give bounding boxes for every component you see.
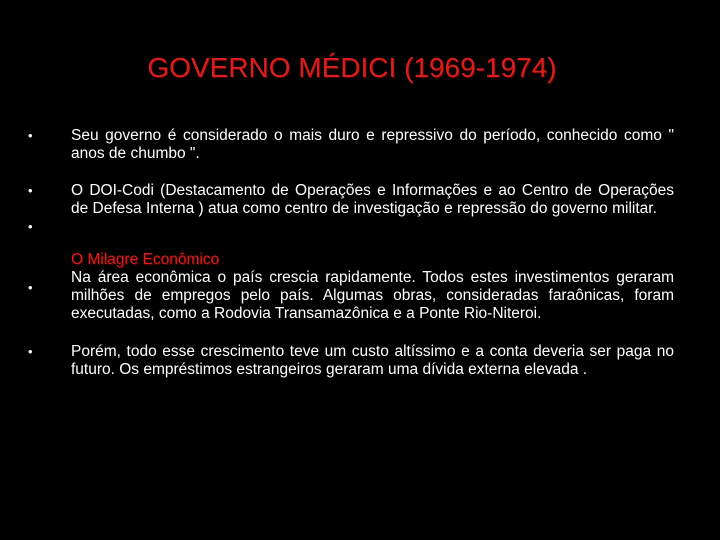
bullet-text: Seu governo é considerado o mais duro e repressivo do período, conhecido como " anos de chumbo ". [71, 127, 674, 162]
bullet-dot-icon: • [28, 344, 33, 359]
bullet-dot-icon: • [28, 128, 33, 143]
bullet-text: O DOI-Codi (Destacamento de Operações e Informações e ao Centro de Operações de Defesa Interna ) atua como centro de investigação e repressão do governo militar. [71, 182, 674, 217]
bullet-item-empty [28, 218, 674, 236]
slide-title: GOVERNO MÉDICI (1969-1974) [147, 52, 557, 83]
bullet-dot-icon: • [28, 280, 33, 295]
bullet-text: Na área econômica o país crescia rapidamente. Todos estes investimentos geraram milhões de empregos pelo país. Algumas obras, consideradas faraônicas, foram executadas, como a Rodovia Transamazônica e a Ponte Rio-Niteroi. [71, 269, 674, 322]
section-subheading: O Milagre Econômico [71, 251, 220, 268]
bullet-item [28, 127, 674, 163]
bullet-text: Porém, todo esse crescimento teve um custo altíssimo e a conta deveria ser paga no futuro. Os empréstimos estrangeiros geraram uma dívida externa elevada . [71, 343, 674, 378]
bullet-list [28, 127, 674, 379]
bullet-item [28, 182, 674, 218]
bullet-dot-icon: • [28, 219, 33, 234]
bullet-dot-icon: • [28, 183, 33, 198]
bullet-item [28, 343, 674, 379]
bullet-item [28, 251, 674, 323]
